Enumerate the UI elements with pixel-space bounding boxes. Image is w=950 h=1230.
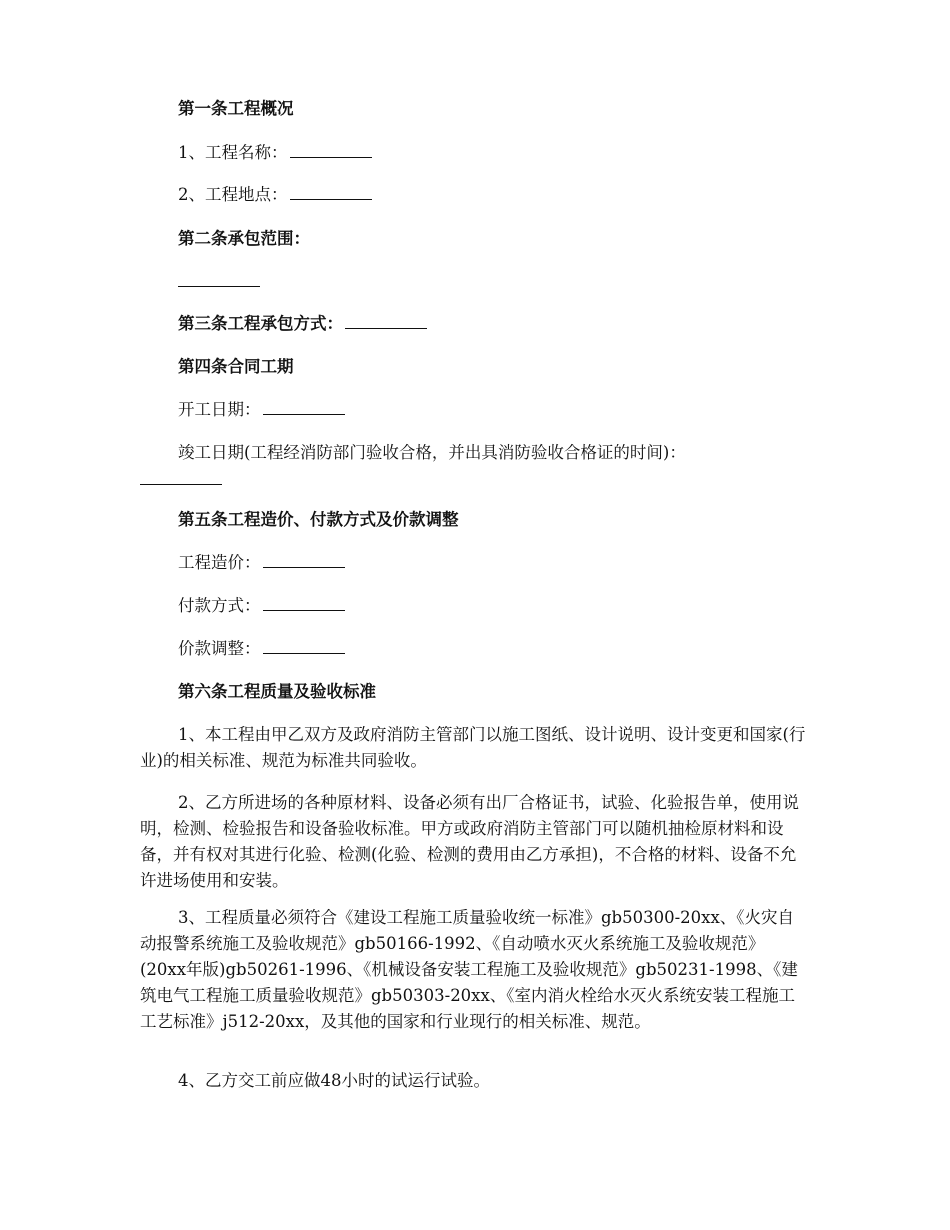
clause-6-paragraph-3: 3、工程质量必须符合《建设工程施工质量验收统一标准》gb50300-20xx、《火灾自动报警系统施工及验收规范》gb50166-1992、《自动喷水灭火系统施工及验收规范》(20xx年版)gb50261-1996、《机械设备安装工程施工及验收规范》gb50231-1998、《建筑电气工程施工质量验收规范》gb50303-20xx、《室内消火栓给水灭火系统安装工程施工工艺标准》j512-20xx，及其他的国家和行业现行的相关标准、规范。 <box>140 908 798 1031</box>
clause-4-title-text: 第四条合同工期 <box>178 357 294 376</box>
start-date-blank <box>263 398 345 415</box>
completion-date-label: 竣工日期(工程经消防部门验收合格，并出具消防验收合格证的时间)： <box>178 443 686 462</box>
completion-date-blank <box>140 484 222 485</box>
project-location-line <box>140 182 810 208</box>
clause-6-title <box>140 679 810 705</box>
clause-2-title <box>140 226 810 252</box>
completion-date-line <box>140 440 810 466</box>
project-name-line <box>140 140 810 166</box>
clause-6-paragraph-4: 4、乙方交工前应做48小时的试运行试验。 <box>178 1071 490 1090</box>
project-name-label: 1、工程名称： <box>178 143 288 162</box>
clause-5-title <box>140 507 810 533</box>
price-adjustment-line <box>140 636 810 662</box>
clause-1-title <box>140 96 810 122</box>
price-adjustment-blank <box>263 637 345 654</box>
clause-3-line <box>140 311 810 337</box>
project-name-blank <box>290 141 372 158</box>
clause-4-title <box>140 354 810 380</box>
contract-method-blank <box>345 312 427 329</box>
payment-method-line <box>140 593 810 619</box>
clause-5-title-text: 第五条工程造价、付款方式及价款调整 <box>178 510 459 529</box>
clause-1-title-text: 第一条工程概况 <box>178 99 294 118</box>
project-cost-blank <box>263 551 345 568</box>
project-cost-label: 工程造价： <box>178 553 261 572</box>
clause-3-title-text: 第三条工程承包方式： <box>178 314 343 333</box>
start-date-label: 开工日期： <box>178 400 261 419</box>
clause-6-paragraph-2: 2、乙方所进场的各种原材料、设备必须有出厂合格证书，试验、化验报告单，使用说明，检测、检验报告和设备验收标准。甲方或政府消防主管部门可以随机抽检原材料和设备，并有权对其进行化验、检测(化验、检测的费用由乙方承担)，不合格的材料、设备不允许进场使用和安装。 <box>140 793 799 890</box>
clause-2-title-text: 第二条承包范围： <box>178 229 310 248</box>
project-location-blank <box>290 183 372 200</box>
payment-method-blank <box>263 594 345 611</box>
scope-blank <box>178 286 260 287</box>
clause-6-title-text: 第六条工程质量及验收标准 <box>178 682 376 701</box>
project-location-label: 2、工程地点： <box>178 185 288 204</box>
clause-6-paragraph-1: 1、本工程由甲乙双方及政府消防主管部门以施工图纸、设计说明、设计变更和国家(行业)的相关标准、规范为标准共同验收。 <box>140 725 806 770</box>
payment-method-label: 付款方式： <box>178 596 261 615</box>
price-adjustment-label: 价款调整： <box>178 639 261 658</box>
start-date-line <box>140 397 810 423</box>
project-cost-line <box>140 550 810 576</box>
